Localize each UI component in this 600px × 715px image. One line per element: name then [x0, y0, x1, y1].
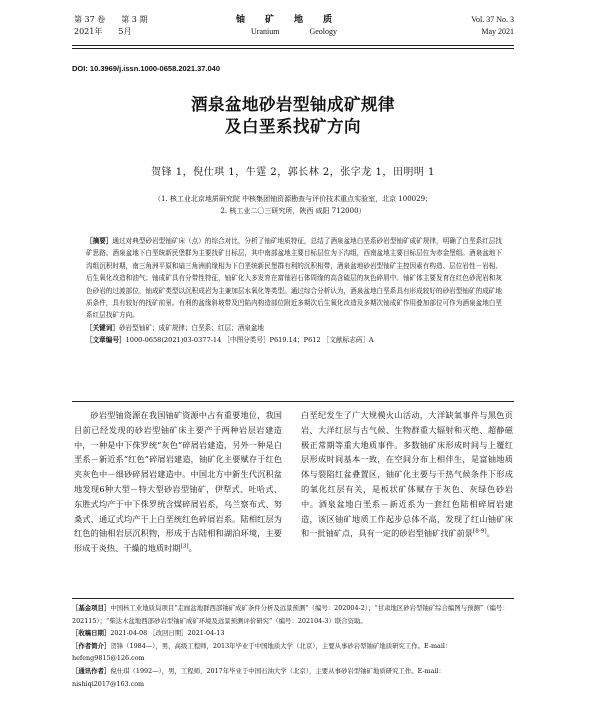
abstract-block: [86, 235, 502, 347]
author-note: [72, 640, 514, 665]
affiliations: [72, 193, 514, 217]
corresponding-label: ［通讯作者］: [72, 666, 111, 675]
header-rule-thin: [72, 48, 514, 49]
author-note-label: ［作者简介］: [72, 641, 111, 650]
fund-label: ［基金项目］: [72, 604, 111, 612]
abstract-rule: [72, 401, 514, 402]
fund-text: 中国核工业地质局项目“走廊盆地群西部铀矿成矿条件分析及远景预测”（编号：202004-2）；“甘肃地区砂岩型铀矿综合编图与预测”（编号：202115）；“柴达木盆地西部砂岩型铀矿成矿环境及远景预测评价研究”（编号：202104-3）联合资助。: [72, 604, 509, 625]
citation: [3]: [180, 543, 189, 550]
keywords-line: [86, 322, 502, 334]
author-list: 贺锋 1，倪仕琪 1，牛霆 2，郭长林 2，张字龙 1，田明明 1: [151, 167, 435, 178]
header-date-en: May 2021: [481, 27, 514, 36]
affiliation-line-1: （1. 核工业北京地质研究院 中核集团铀资源勘查与评价技术重点实验室，北京 100029；: [153, 195, 433, 203]
body-paragraph-left: 砂岩型铀资源在我国铀矿资源中占有重要地位，我国目前已经发现的砂岩型铀矿床主要产于两种岩层岩建造中，一种是中下侏罗统“灰色”碎屑岩建造，另外一种是白垩系－新近系“红色”碎屑岩建造，铀矿化主要赋存于红色夹灰色中－细砂碎屑岩建造中。中国北方中新生代沉积盆地发现6种大型－特大型砂岩型铀矿，伊犁式、吐哈式、东胜式均产于中下侏罗统含煤碎屑岩系，乌兰察布式、努桑式、通辽式均产于上白垩统红色碎屑岩系。陆相红层为红色的铀相岩层沉积物，形成于古陆相和湖泊环境，主要形成于炎热、干燥的地质时期[3]。: [74, 410, 282, 554]
header-vol-en: Vol. 37 No. 3: [471, 15, 514, 24]
header-journal-cn: 铀矿地质: [235, 15, 352, 25]
dates-text: 2021-04-08 ［改回日期］2021-04-13: [110, 629, 225, 638]
header-journal-en: Uranium Geology: [251, 27, 337, 36]
body-text-left: 砂岩型铀资源在我国铀矿资源中占有重要地位，我国目前已经发现的砂岩型铀矿床主要产于两种岩层岩建造中，一种是中下侏罗统“灰色”碎屑岩建造，另外一种是白垩系－新近系“红色”碎屑岩建造，铀矿化主要赋存于红色夹灰色中－细砂碎屑岩建造中。中国北方中新生代沉积盆地发现6种大型－特大型砂岩型铀矿，伊犁式、吐哈式、东胜式均产于中下侏罗统含煤碎屑岩系，乌兰察布式、努桑式、通辽式均产于上白垩统红色碎屑岩系。陆相红层为红色的铀相岩层沉积物，形成于古陆相和湖泊环境，主要形成于炎热、干燥的地质时期: [74, 410, 282, 554]
classification-label: ［文章编号］: [86, 336, 126, 345]
title-line-2: 及白垩系找矿方向: [225, 117, 361, 136]
header-year: 2021年: [74, 27, 103, 36]
header-journal: [74, 14, 514, 38]
doi: DOI: 10.3969/j.issn.1000-0658.2021.37.040: [72, 64, 221, 73]
header-volume: 第 37 卷: [74, 15, 106, 24]
dates-label: ［收稿日期］: [72, 629, 111, 638]
body-column-right: [301, 408, 513, 541]
classification-line: [86, 334, 502, 346]
footnotes: [72, 598, 514, 690]
corresponding-author-note: [72, 665, 514, 690]
header-month: 5月: [118, 27, 132, 36]
header-issue-number: 第 3 期: [121, 15, 148, 24]
fund-note: [72, 602, 514, 627]
dates-note: [72, 627, 514, 640]
body-text-right: 白垩纪发生了广大规模火山活动，大洋缺氧事件与黑色页岩、大洋红层与古气候、生物群重大辐射和灭绝、超静磁极正常期等重大地质事件。多数铀矿床形成时间与上覆红层形成时间基本一致，在空间分布上相伴生，是富铀地质体与裂陷红盆叠置区，铀矿化主要与干热气候条件下形成的氧化红层有关，是板状矿体赋存于灰色、灰绿色砂岩中。酒泉盆地白垩系－新近系为一套红色陆相碎屑岩建造，该区铀矿地质工作起步总体不高，发现了红山铀矿床和一批铀矿点，具有一定的砂岩型铀矿找矿前景: [301, 410, 513, 539]
abstract-paragraph: [86, 235, 502, 322]
affiliation-line-2: 2. 核工业二〇三研究所，陕西 咸阳 712000）: [220, 207, 366, 215]
abstract-label: ［摘要］: [86, 237, 113, 245]
corresponding-text: 倪仕琪（1992—），男，工程师，2017年毕业于中国石油大学（北京），主要从事砂岩型铀矿地质研究工作。E-mail：nishiqi2017@163.com: [72, 666, 445, 688]
article-title: [72, 94, 514, 138]
body-column-left: [74, 408, 282, 556]
abstract-text: 通过对典型砂岩型铀矿床（点）的综合对比，分析了铀矿地质特征，总结了酒泉盆地白垩系砂岩型铀矿成矿规律，明确了白垩系红层找矿思路。酒泉盆地下白垩统新民堡群为主要找矿目标层，其中南部盆地主要目标层位为下沟组，西南盆地主要目标层位为赤金堡组。酒泉盆地下沟组沉积时期，南三角洲平原和扇三角洲前缘相为下白垩统新民堡群有利的沉积相带，酒泉盆地砂岩型铀矿主控因素有构造、层位岩性－岩相、后生氧化改造和油气；铀成矿具有分带性特征，铀矿化大多发育在富铀岩石体周缘的高含硫层的灰色碎屑中。铀矿体主要发育在红色砂泥岩和灰色砂岩的过渡部位，铀成矿类型以沉积成岩为主兼加层水氧化等类型。通过综合分析认为，酒泉盆地白垩系具有形成较好的砂岩型铀矿的成矿地质条件，具有较好的找矿前景。有利的盆缘斜坡带及凹陷内构造部位附近多期次后生氧化改造及多期次铀成矿作用叠加部位可作为酒泉盆地白垩系红层找矿方向。: [86, 237, 503, 320]
title-line-1: 酒泉盆地砂岩型铀成矿规律: [191, 95, 395, 114]
keywords-label: ［关键词］: [86, 323, 119, 332]
header-volume-en: [471, 14, 514, 38]
author-note-text: 贺锋（1984—），男，高级工程师，2013年毕业于中国地质大学（北京），主要从事砂岩型铀矿地质研究工作。E-mail：hefeng9815@126.com: [72, 641, 452, 663]
header-rule-thick: [72, 45, 514, 46]
classification-text: 1000-0658(2021)03-0377-14 ［中图分类号］P619.14；P612 ［文献标志码］A: [125, 336, 374, 345]
citation: [8-9]: [472, 528, 487, 535]
running-header: [74, 14, 514, 48]
keywords-text: 砂岩型铀矿；成矿规律；白垩系；红层；酒泉盆地: [118, 323, 265, 332]
body-paragraph-right: 白垩纪发生了广大规模火山活动，大洋缺氧事件与黑色页岩、大洋红层与古气候、生物群重大辐射和灭绝、超静磁极正常期等重大地质事件。多数铀矿床形成时间与上覆红层形成时间基本一致，在空间分布上相伴生，是富铀地质体与裂陷红盆叠置区，铀矿化主要与干热气候条件下形成的氧化红层有关，是板状矿体赋存于灰色、灰绿色砂岩中。酒泉盆地白垩系－新近系为一套红色陆相碎屑岩建造，该区铀矿地质工作起步总体不高，发现了红山铀矿床和一批铀矿点，具有一定的砂岩型铀矿找矿前景[8-9]。: [301, 410, 513, 539]
